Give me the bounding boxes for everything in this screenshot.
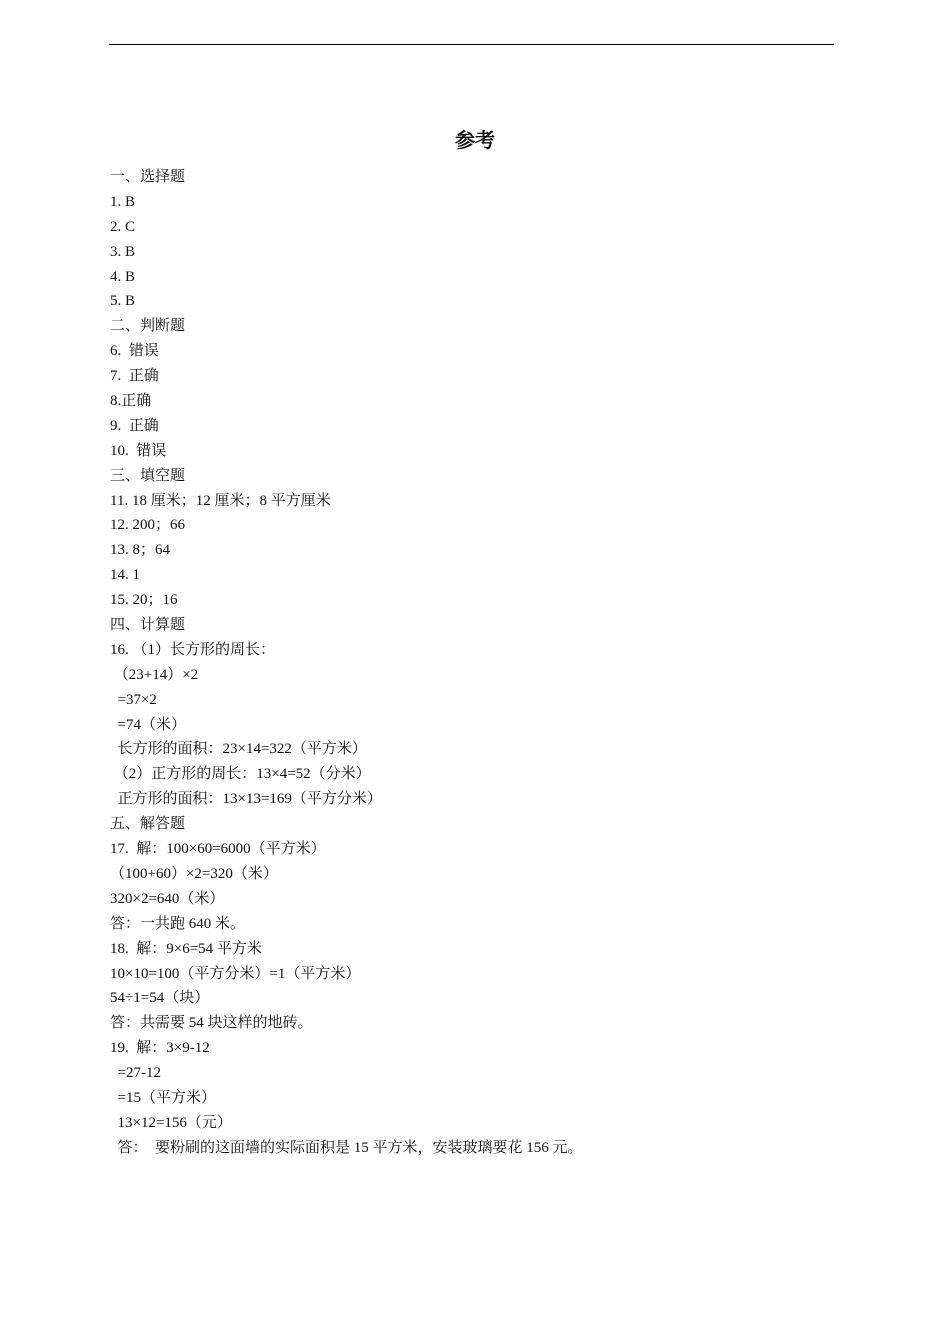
section-heading-fill: 三、填空题 [110,467,186,484]
answer-line-17: 17. 解：100×60=6000（平方米） [110,841,326,858]
answer-line-18-step: 54÷1=54（块） [110,990,210,1007]
answer-line-13: 13. 8；64 [110,542,171,559]
answer-line-19-step: =27-12 [110,1065,161,1082]
answer-line-11: 11. 18 厘米；12 厘米；8 平方厘米 [110,492,331,509]
section-heading-choice: 一、选择题 [110,169,186,185]
answer-line-18-step: 10×10=100（平方分米）=1（平方米） [110,965,361,982]
answer-line-7: 7. 正确 [110,368,159,385]
answer-line-14: 14. 1 [110,567,140,584]
answer-line-3: 3. B [110,243,136,260]
answer-line-16: 16. （1）长方形的周长： [110,641,276,658]
answer-line-10: 10. 错误 [110,442,167,459]
answer-line-6: 6. 错误 [110,343,159,360]
header-rule [109,44,834,45]
answer-line-5: 5. B [110,293,136,310]
answer-line-2: 2. C [110,218,136,235]
answer-line-9: 9. 正确 [110,417,159,434]
section-heading-solve: 五、解答题 [110,816,186,833]
answer-line-16-step: （23+14）×2 [110,666,199,683]
answer-line-12: 12. 200；66 [110,517,186,534]
answer-line-16-step: 正方形的面积：13×13=169（平方分米） [110,791,382,808]
answer-line-16-step: =37×2 [110,691,157,708]
answer-line-16-step: （2）正方形的周长：13×4=52（分米） [110,766,371,783]
answer-line-18: 18. 解：9×6=54 平方米 [110,940,262,957]
answer-line-15: 15. 20；16 [110,592,178,609]
answer-line-16-step: 长方形的面积：23×14=322（平方米） [110,741,367,758]
page-title: 参考 [455,128,495,152]
section-heading-judge: 二、判断题 [110,318,186,335]
answer-line-4: 4. B [110,268,136,285]
answer-line-19-step: 13×12=156（元） [110,1114,232,1131]
answer-line-19-step: =15（平方米） [110,1089,216,1106]
answer-line-17-step: 320×2=640（米） [110,890,225,907]
section-heading-calc: 四、计算题 [110,617,186,634]
answer-line-19-step: 答： 要粉刷的这面墙的实际面积是 15 平方米，安装玻璃要花 156 元。 [110,1139,583,1156]
answer-line-16-step: =74（米） [110,716,186,733]
answer-line-19: 19. 解：3×9-12 [110,1040,210,1057]
answer-line-1: 1. B [110,193,136,210]
answer-line-17-step: （100+60）×2=320（米） [110,865,278,882]
answer-line-18-step: 答：共需要 54 块这样的地砖。 [110,1015,313,1032]
answer-line-17-step: 答：一共跑 640 米。 [110,915,246,932]
answer-list [110,165,870,1161]
answer-line-8: 8.正确 [110,393,152,410]
